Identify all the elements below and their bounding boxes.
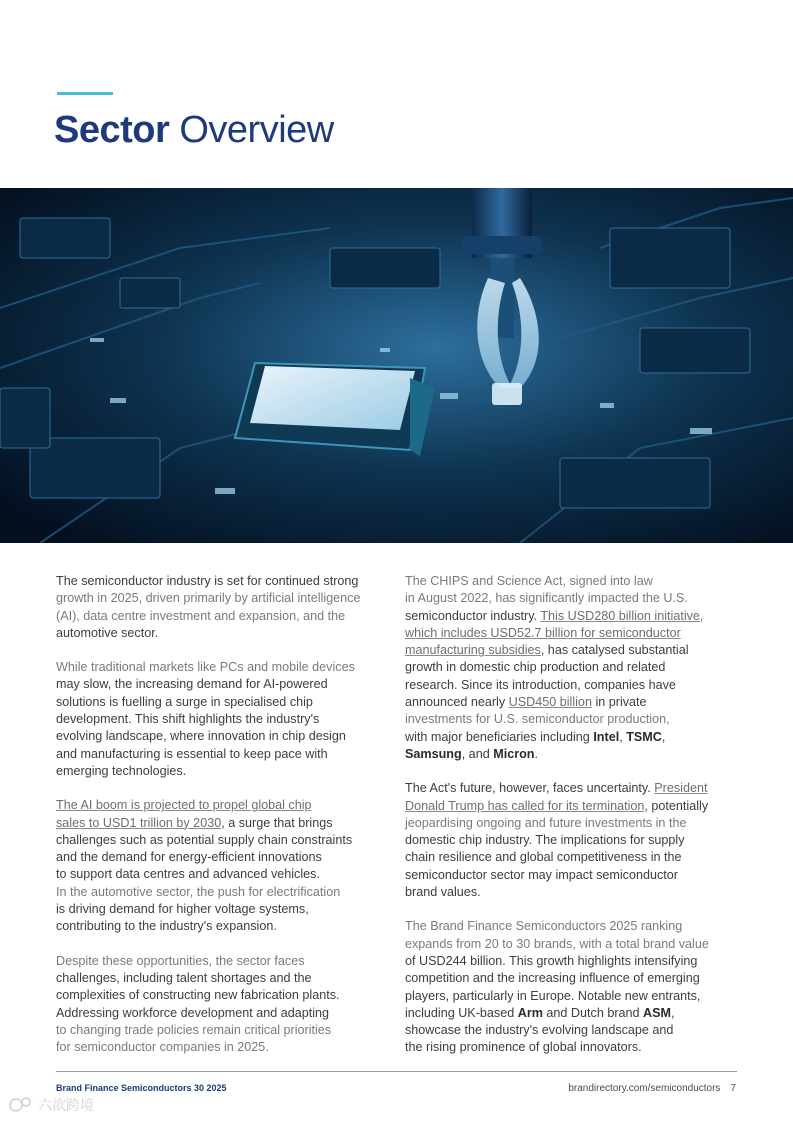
left-text-column xyxy=(56,573,396,1056)
page-number: 7 xyxy=(730,1083,736,1094)
trump-link-cont[interactable]: Donald Trump has called for its termination xyxy=(405,798,645,813)
left-paragraph-4: Despite these opportunities, the sector faces challenges, including talent shortages and the complexities of constructing new fabrication plants. Addressing workforce development and adapting to changing trade policies remain critical priorities for semiconductor companies in 2025. xyxy=(56,953,340,1055)
brand-arm: Arm xyxy=(517,1005,543,1020)
trump-link[interactable]: President xyxy=(654,781,708,796)
chips-act-link-cont[interactable]: which includes USD52.7 billion for semiconductor xyxy=(405,625,681,640)
chip-sales-link[interactable]: The AI boom is projected to propel global chip xyxy=(56,798,312,813)
circuit-board-chip-image xyxy=(0,188,793,543)
right-paragraph-2: The Act's future, however, faces uncertainty. President Donald Trump has called for its termination, potentially jeopardising ongoing and future investments in the domestic chip industry. The implications for supply chain resilience and global competitiveness in the semiconductor sector may impact semiconductor brand values. xyxy=(405,781,709,900)
right-paragraph-1: The CHIPS and Science Act, signed into law in August 2022, has significantly impacted the U.S. semiconductor industry. This USD280 billion initiative, which includes USD52.7 billion for semiconductor manufacturing subsidies, has catalysed substantial growth in domestic chip production and related research. Since its introduction, companies have announced nearly USD450 billion in private investments for U.S. semiconductor production, with major beneficiaries including Intel, TSMC, Samsung, and Micron. xyxy=(405,574,704,761)
brand-tsmc: TSMC xyxy=(626,729,662,744)
brand-intel: Intel xyxy=(593,729,620,744)
page-title-bold: Sector xyxy=(54,109,170,151)
left-paragraph-3: The AI boom is projected to propel global chip sales to USD1 trillion by 2030, a surge that brings challenges such as potential supply chain constraints and the demand for energy-efficient innovations to support data centres and advanced vehicles. In the automotive sector, the push for electrification is driving demand for higher voltage systems, contributing to the industry's expansion. xyxy=(56,798,353,934)
investment-link[interactable]: USD450 billion xyxy=(508,695,592,710)
right-text-column xyxy=(405,573,740,1057)
footer-report-title: Brand Finance Semiconductors 30 2025 xyxy=(56,1083,227,1093)
right-paragraph-3: The Brand Finance Semiconductors 2025 ranking expands from 20 to 30 brands, with a total brand value of USD244 billion. This growth highlights intensifying competition and the increasing influence of emerging players, particularly in Europe. Notable new entrants, including UK-based Arm and Dutch brand ASM, showcase the industry's evolving landscape and the rising prominence of global innovators. xyxy=(405,919,709,1055)
chips-act-link-end[interactable]: manufacturing subsidies xyxy=(405,643,541,658)
footer-divider xyxy=(56,1071,737,1072)
chips-act-link[interactable]: This USD280 billion initiative, xyxy=(540,608,704,623)
hero-image xyxy=(0,188,793,543)
title-accent-line xyxy=(57,92,113,95)
brand-asm: ASM xyxy=(643,1005,672,1020)
footer-right xyxy=(568,1083,736,1094)
left-paragraph-2: While traditional markets like PCs and mobile devices may slow, the increasing demand for AI-powered solutions is fuelling a surge in specialised chip development. This shift highlights the industry's evolving landscape, where innovation in chip design and manufacturing is essential to keep pace with emerging technologies. xyxy=(56,660,355,778)
left-paragraph-1: The semiconductor industry is set for continued strong growth in 2025, driven primarily by artificial intelligence (AI), data centre investment and expansion, and the automotive sector. xyxy=(56,574,361,640)
page-title xyxy=(54,106,334,154)
footer-url-link[interactable]: brandirectory.com/semiconductors xyxy=(568,1083,721,1094)
svg-text:六欲跨境: 六欲跨境 xyxy=(38,1098,94,1114)
watermark-logo xyxy=(8,1094,108,1116)
page-title-rest: Overview xyxy=(179,109,334,151)
brand-micron: Micron xyxy=(493,746,535,761)
chip-sales-link-cont[interactable]: sales to USD1 trillion by 2030 xyxy=(56,815,222,830)
brand-samsung: Samsung xyxy=(405,746,462,761)
